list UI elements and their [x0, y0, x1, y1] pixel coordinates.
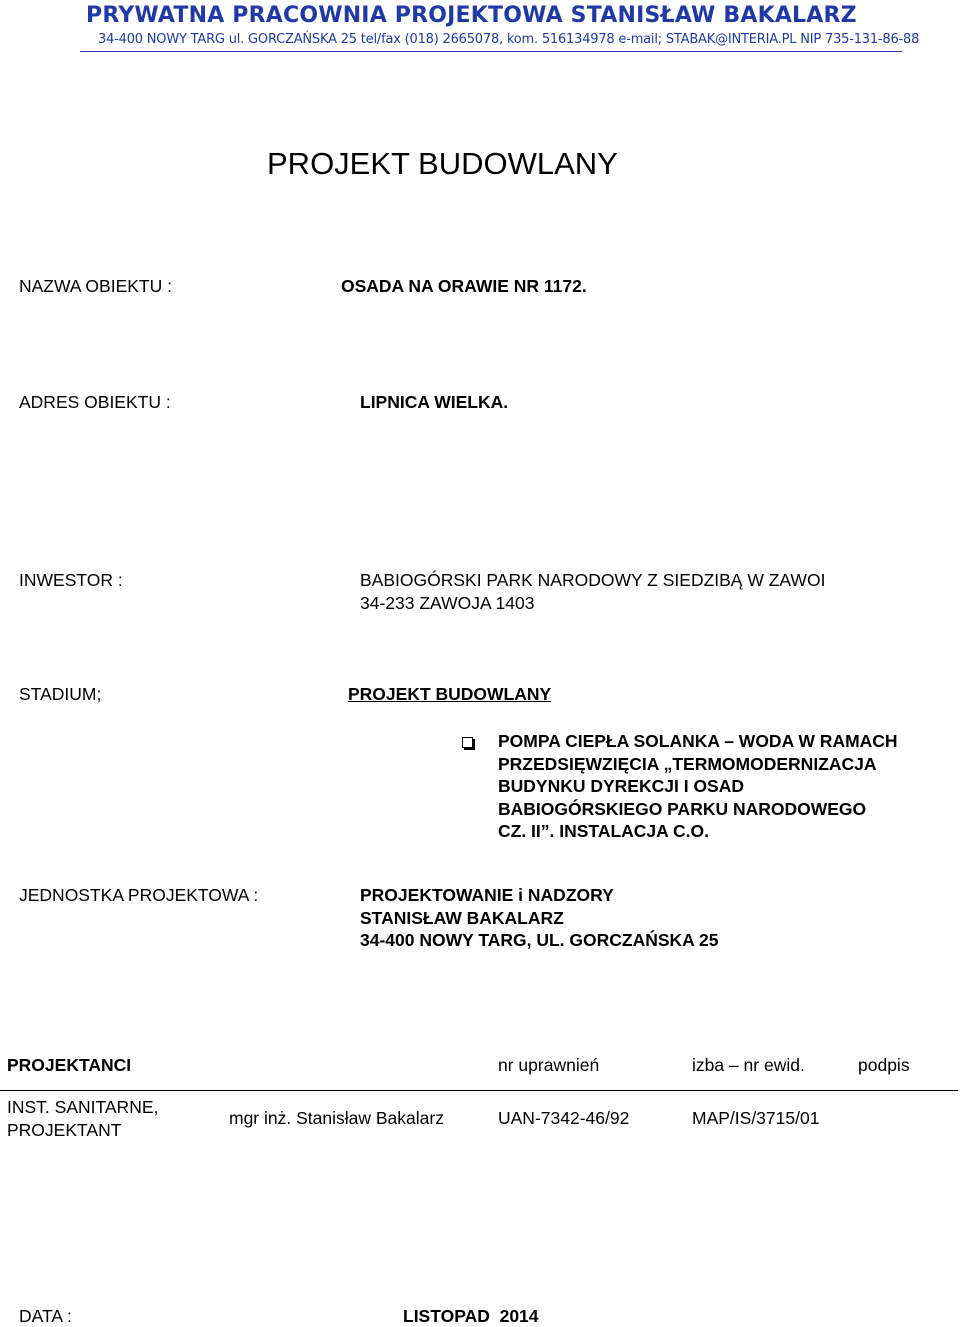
- checkbox-icon: [462, 737, 473, 748]
- company-contact: 34-400 NOWY TARG ul. GORCZAŃSKA 25 tel/fax (018) 2665078, kom. 516134978 e-mail; STABAK@INTERIA.PL NIP 735-131-86-88: [98, 32, 920, 47]
- object-address-label: ADRES OBIEKTU :: [19, 392, 171, 412]
- document-title: PROJEKT BUDOWLANY: [267, 146, 618, 181]
- designer-name: mgr inż. Stanisław Bakalarz: [229, 1108, 444, 1128]
- designer-role-line: PROJEKTANT: [7, 1119, 122, 1140]
- date-value: LISTOPAD 2014: [403, 1306, 539, 1326]
- chamber-column-header: izba – nr ewid.: [692, 1055, 805, 1075]
- investor-label: INWESTOR :: [19, 570, 123, 590]
- scope-line: BUDYNKU DYREKCJI I OSAD: [498, 776, 744, 797]
- designer-license: UAN-7342-46/92: [498, 1108, 630, 1128]
- investor-name: BABIOGÓRSKI PARK NARODOWY Z SIEDZIBĄ W ZAWOI: [360, 570, 826, 590]
- table-divider: [0, 1090, 958, 1091]
- designer-role-line: INST. SANITARNE,: [7, 1097, 159, 1117]
- design-unit-details: [360, 884, 719, 952]
- object-name-label: NAZWA OBIEKTU :: [19, 276, 172, 296]
- scope-description: [498, 730, 898, 843]
- designer-role: [7, 1096, 158, 1141]
- design-unit-line: STANISŁAW BAKALARZ: [360, 907, 564, 928]
- stage-label: STADIUM;: [19, 684, 102, 704]
- design-unit-label: JEDNOSTKA PROJEKTOWA :: [19, 885, 259, 905]
- company-name: PRYWATNA PRACOWNIA PROJEKTOWA STANISŁAW BAKALARZ: [86, 3, 857, 28]
- design-unit-line: PROJEKTOWANIE i NADZORY: [360, 885, 614, 905]
- designer-chamber-number: MAP/IS/3715/01: [692, 1108, 820, 1128]
- scope-line: POMPA CIEPŁA SOLANKA – WODA W RAMACH: [498, 731, 898, 751]
- stage-value: PROJEKT BUDOWLANY: [348, 684, 552, 704]
- scope-line: PRZEDSIĘWZIĘCIA „TERMOMODERNIZACJA: [498, 753, 877, 774]
- date-label: DATA :: [19, 1306, 72, 1326]
- investor-address: 34-233 ZAWOJA 1403: [360, 593, 535, 613]
- designers-title: PROJEKTANCI: [7, 1055, 132, 1075]
- license-column-header: nr uprawnień: [498, 1055, 600, 1075]
- scope-line: CZ. II”. INSTALACJA C.O.: [498, 821, 709, 842]
- signature-column-header: podpis: [858, 1055, 910, 1075]
- object-address-value: LIPNICA WIELKA.: [360, 392, 509, 412]
- scope-line: BABIOGÓRSKIEGO PARKU NARODOWEGO: [498, 798, 867, 819]
- header-divider: [80, 51, 902, 52]
- design-unit-line: 34-400 NOWY TARG, UL. GORCZAŃSKA 25: [360, 930, 719, 950]
- object-name-value: OSADA NA ORAWIE NR 1172.: [341, 276, 587, 296]
